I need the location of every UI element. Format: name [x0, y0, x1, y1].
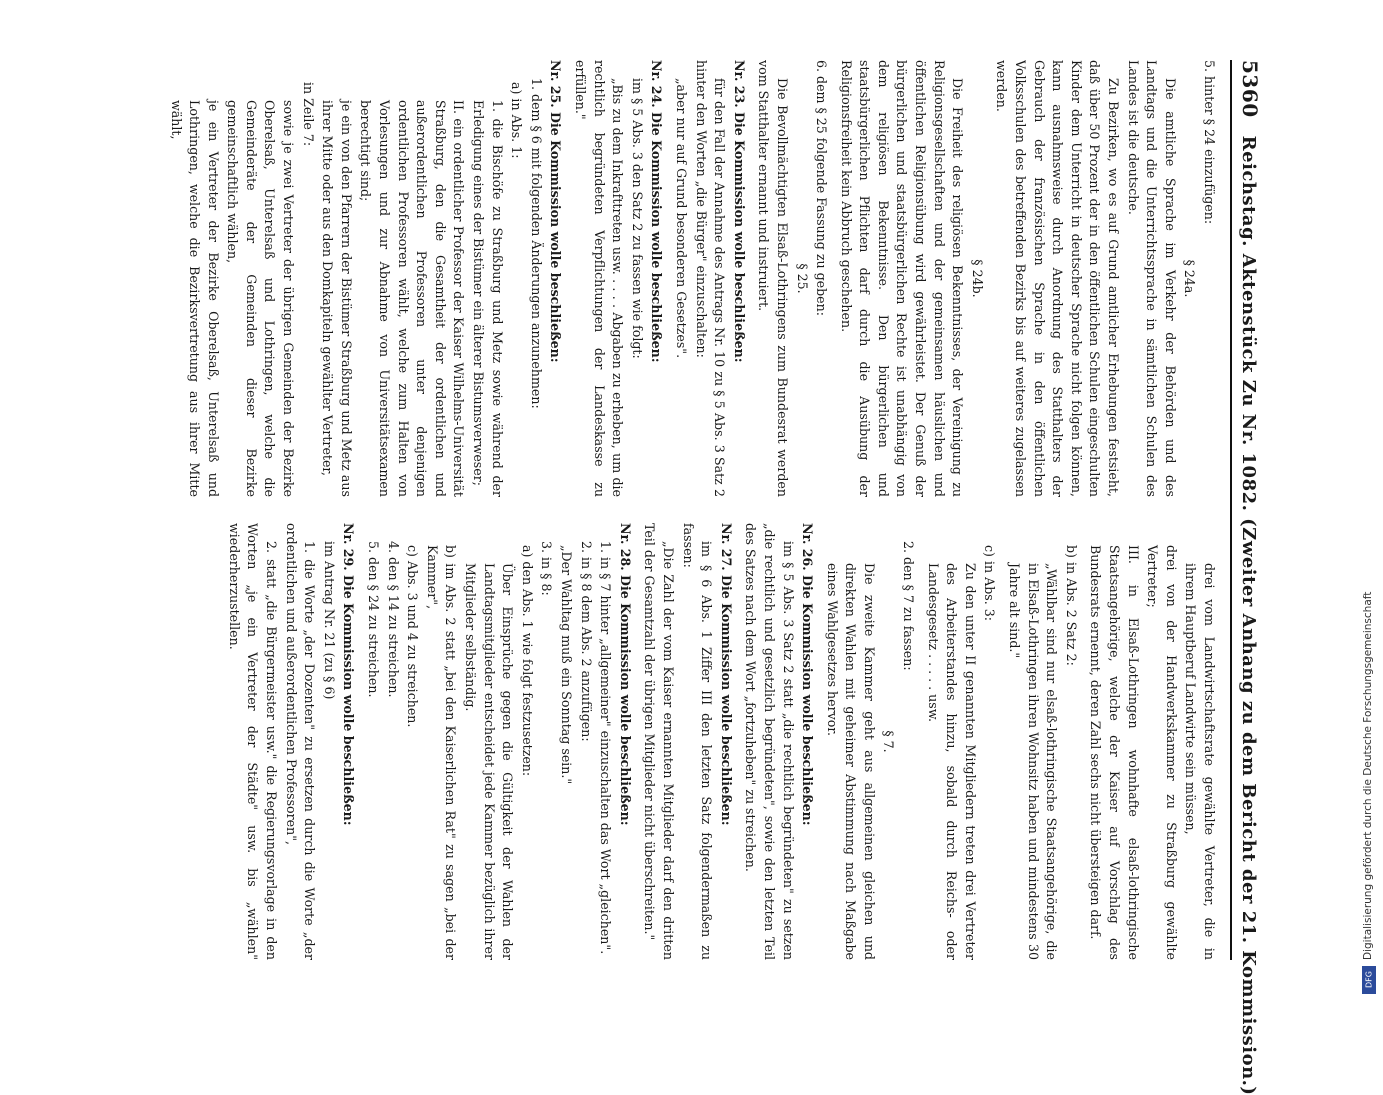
paragraph: drei vom Landwirtschaftsrate gewählte Vertreter, die in ihrem Hauptberuf Landwirte sein müssen, [1183, 563, 1217, 960]
paragraph: sowie je zwei Vertreter der übrigen Gemeinden der Bezirke Oberelsaß, Unterelsaß und Lothringen, welche die Gemeinderäte der Gemeinden dieser Bezirke gemeinschaftlich wählen, [225, 100, 297, 497]
digitization-footer [1359, 0, 1381, 1000]
paragraph: 3. in § 8: [539, 541, 555, 596]
text-columns [68, 60, 1218, 960]
paragraph: b) in Abs. 2 Satz 2: [1063, 545, 1079, 666]
paragraph: II. ein ordentlicher Professor der Kaiser Wilhelms-Universität Straßburg, den die Gesamtheit der ordentlichen und außerordentlichen Professoren unter denjenigen ordentlichen Professoren wählt, welche zum Halten von Vorlesungen und zur Abnahme von Universitätsexamen berechtigt sind; [358, 100, 467, 497]
paragraph: Die zweite Kammer geht aus allgemeinen gleichen und direkten Wahlen mit geheimer Abstimmung nach Maßgabe eines Wahlgesetzes hervor. [824, 563, 877, 960]
paragraph: im § 6 Abs. 1 Ziffer III den letzten Satz folgendermaßen zu fassen: [680, 523, 715, 960]
paragraph: für den Fall der Annahme des Antrags Nr. 10 zu § 5 Abs. 3 Satz 2 hinter den Worten „die Bürger" einzuschalten: [693, 60, 728, 497]
paragraph: c) in Abs. 3: [982, 545, 998, 621]
paragraph: § 7. [881, 730, 897, 753]
paragraph: § 24b. [969, 259, 985, 298]
paragraph: a) den Abs. 1 wie folgt festzusetzen: [519, 545, 535, 777]
dfg-logo: DFG [1362, 966, 1376, 994]
paragraph: 2. den § 7 zu fassen: [901, 541, 917, 671]
paragraph: Die Bevollmächtigten Elsaß-Lothringens zum Bundesrat werden vom Statthalter ernannt und instruiert. [756, 60, 790, 497]
paragraph: Nr. 24. Die Kommission wolle beschließen: [649, 60, 665, 363]
paragraph: „aber nur auf Grund besonderen Gesetzes". [673, 78, 689, 359]
paragraph: § 25. [794, 263, 810, 294]
paragraph: im § 5 Abs. 3 Satz 2 statt „die rechtlich begründeten" zu setzen „die rechtlich und gesetzlich begründeten", sowie den letzten Teil des Satzes nach dem Wort „fortzuheben" zu streichen. [743, 523, 796, 960]
paragraph: a) in Abs. 1: [509, 82, 525, 159]
paragraph: Nr. 25. Die Kommission wolle beschließen: [548, 60, 564, 363]
page-title: Reichstag. Aktenstück Zu Nr. 1082. (Zweiter Anhang zu dem Bericht der 21. Kommission.) [1238, 135, 1259, 1095]
paragraph: Nr. 29. Die Kommission wolle beschließen: [341, 523, 357, 826]
paragraph: drei von der Handwerkskammer zu Straßburg gewählte Vertreter; [1145, 545, 1179, 960]
page-header [1230, 60, 1262, 1095]
page-number: 5360 [1238, 60, 1262, 118]
paragraph: 5. den § 24 zu streichen. [366, 541, 382, 698]
paragraph: im Antrag Nr. 21 (zu § 6) [321, 541, 337, 700]
paragraph: „Der Wahltag muß ein Sonntag sein." [559, 545, 574, 785]
paragraph: 5. hinter § 24 einzufügen: [1202, 60, 1217, 225]
paragraph: „Die Zahl der vom Kaiser ernannten Mitglieder darf den dritten Teil der Gesamtzahl der übrigen Mitglieder nicht überschreiten." [642, 523, 676, 960]
paragraph: Nr. 23. Die Kommission wolle beschließen: [731, 60, 747, 363]
paragraph: 1. die Bischöfe zu Straßburg und Metz sowie während der Erledigung eines der Bistümer ein älterer Bistumsverweser; [471, 100, 505, 497]
paragraph: 2. in § 8 dem Abs. 2 anzufügen: [578, 541, 594, 742]
paragraph: b) im Abs. 2 statt „bei den Kaiserlichen Rat" zu sagen „bei der Kammer", [424, 545, 459, 960]
paragraph: III. in Elsaß-Lothringen wohnhafte elsaß-lothringische Staatsangehörige, welche der Kaiser auf Vorschlag des Bundesrats ernennt, deren Zahl sechs nicht übersteigen darf. [1088, 545, 1141, 960]
funding-note: Digitalisierung gefördert durch die Deutsche Forschungsgemeinschaft [1362, 591, 1374, 960]
paragraph: Über Einsprüche gegen die Gültigkeit der Wahlen der Landtagsmitglieder entscheidet jede Kammer bezüglich ihrer Mitglieder selbständig. [463, 563, 516, 960]
paragraph: Nr. 28. Die Kommission wolle beschließen: [617, 523, 633, 826]
right-column [68, 523, 1218, 960]
paragraph: je ein Vertreter der Bezirke Oberelsaß, Unterelsaß und Lothringen, welche die Bezirksvertretung aus ihrer Mitte wählt, [168, 100, 221, 497]
paragraph: 1. dem § 6 mit folgenden Änderungen anzunehmen: [528, 78, 544, 409]
paragraph: Zu den unter II genannten Mitgliedern treten drei Vertreter des Arbeiterstandes hinzu, sobald durch Reichs- oder Landesgesetz . . . . . usw. [925, 563, 978, 960]
paragraph: Die amtliche Sprache im Verkehr der Behörden und des Landtags und die Unterrichtssprache in sämtlichen Schulen des Landes ist die deutsche. [1125, 60, 1178, 497]
paragraph: 1. in § 7 hinter „allgemeiner" einzuschalten das Wort „gleichen". [598, 541, 614, 955]
paragraph: 6. dem § 25 folgende Fassung zu geben: [814, 60, 830, 316]
paragraph: „Wählbar sind nur elsaß-lothringische Staatsangehörige, die in Elsaß-Lothringen ihren Wohnsitz haben und mindestens 30 Jahre alt sind." [1007, 563, 1060, 960]
paragraph: Nr. 26. Die Kommission wolle beschließen: [800, 523, 816, 826]
left-column [68, 60, 1218, 497]
paragraph: 2. statt „die Bürgermeister usw." die Regierungsvorlage in den Worten „je ein Vertreter der Städte" usw. bis „wählen" wiederherzustellen. [226, 523, 280, 960]
paragraph: Zu Bezirken, wo es auf Grund amtlicher Erhebungen festsieht, daß über 50 Prozent der in den öffentlichen Schulen eingeschulten Kinder dem Unterricht in deutscher Sprache nicht folgen können, kann ausnahmsweise durch Anordnung des Statthalters der Gebrauch der französischen Sprache in den öffentlichen Volksschulen des betreffenden Bezirks bis auf weiteres zugelassen werden. [994, 60, 1122, 497]
paragraph: Die Freiheit des religiösen Bekenntnisses, der Vereinigung zu Religionsgesellschaften und der gemeinsamen häuslichen und öffentlichen Religionsübung wird gewährleistet. Der Genuß der bürgerlichen und staatsbürgerlichen Rechte ist unabhängig von dem religiösen Bekenntnisse. Den bürgerlichen und staatsbürgerlichen Pflichten darf durch die Ausübung der Religionsfreiheit kein Abbruch geschehen. [838, 60, 966, 497]
paragraph: Nr. 27. Die Kommission wolle beschließen: [718, 523, 734, 826]
paragraph: in Zeile 7: [300, 82, 316, 147]
paragraph: im § 5 Abs. 3 den Satz 2 zu fassen wie folgt: [629, 78, 645, 359]
paragraph: § 24a. [1182, 259, 1198, 298]
paragraph: 1. die Worte „der Dozenten" zu ersetzen durch die Worte „der ordentlichen und außerordentlichen Professoren", [283, 523, 318, 960]
paragraph: je ein von den Pfarrern der Bistümer Straßburg und Metz aus ihrer Mitte oder aus den Domkapiteln gewählter Vertreter, [320, 100, 354, 497]
paragraph: 4. den § 14 zu streichen. [385, 541, 401, 698]
paragraph: c) Abs. 3 und 4 zu streichen. [405, 545, 421, 728]
paragraph: „Bis zu dem Inkrafttreten usw. . . . . Abgaben zu erheben, um die rechtlich begründeten Verpflichtungen der Landeskasse zu erfüllen." [573, 60, 626, 497]
